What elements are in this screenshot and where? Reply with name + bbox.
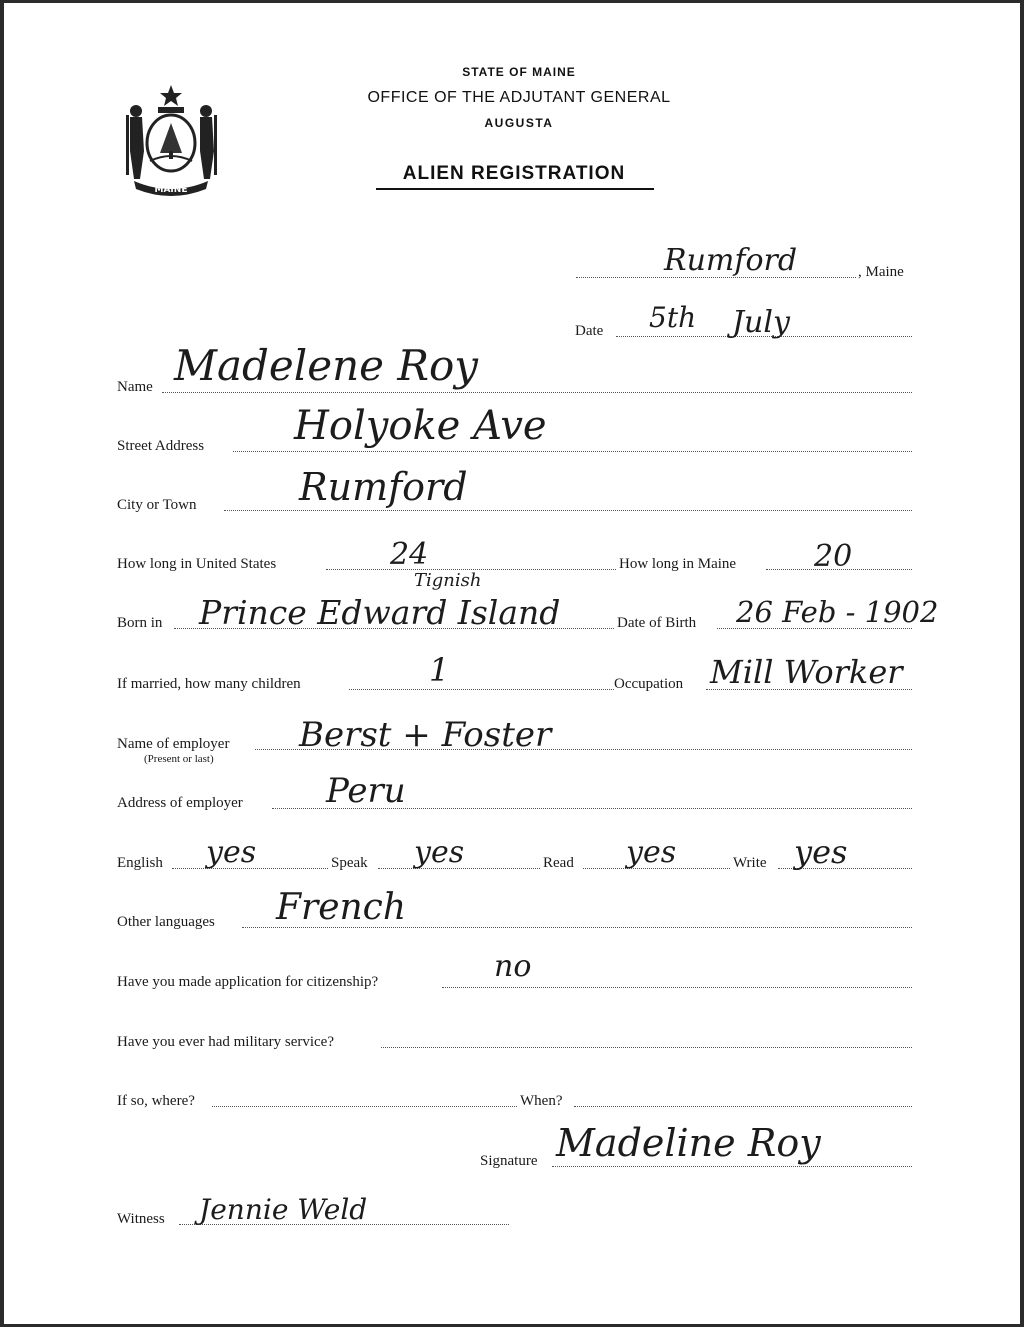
other-languages-value: French [276, 887, 407, 928]
write-label: Write [733, 855, 767, 871]
date-label: Date [575, 323, 604, 339]
witness-value: Jennie Weld [199, 1193, 368, 1226]
title-underline [376, 188, 654, 190]
form-title: ALIEN REGISTRATION [402, 163, 626, 184]
citizenship-label: Have you made application for citizenship? [117, 974, 379, 990]
svg-text:MAINE: MAINE [154, 185, 188, 195]
how-long-maine-label: How long in Maine [619, 556, 737, 572]
where-label: If so, where? [117, 1093, 195, 1109]
read-label: Read [543, 855, 574, 871]
maine-state-seal [120, 81, 222, 201]
military-line [381, 1047, 912, 1048]
how-long-maine-value: 20 [814, 539, 853, 574]
city-value: Rumford [299, 465, 468, 509]
write-value: yes [794, 833, 848, 871]
street-address-label: Street Address [117, 438, 205, 454]
employer-value: Berst + Foster [299, 715, 552, 755]
english-label: English [117, 855, 163, 871]
children-value: 1 [429, 651, 450, 689]
street-address-line [233, 451, 912, 452]
children-label: If married, how many children [117, 676, 301, 692]
office-heading: OFFICE OF THE ADJUTANT GENERAL [367, 89, 671, 106]
city-heading: AUGUSTA [484, 116, 554, 130]
military-label: Have you ever had military service? [117, 1034, 334, 1050]
read-value: yes [626, 835, 677, 870]
how-long-us-value: 24 [390, 537, 429, 572]
occupation-value: Mill Worker [710, 653, 903, 691]
name-value: Madelene Roy [174, 341, 478, 390]
date-of-birth-value: 26 Feb - 1902 [736, 595, 939, 629]
state-heading: STATE OF MAINE [462, 65, 576, 79]
born-in-value: Prince Edward Island [199, 593, 561, 632]
street-address-value: Holyoke Ave [294, 403, 547, 449]
registration-form [4, 3, 1020, 1324]
date-month-value: July [732, 305, 790, 340]
employer-label: Name of employer [117, 736, 230, 752]
citizenship-value: no [494, 949, 532, 984]
when-label: When? [520, 1093, 563, 1109]
maine-label: , Maine [858, 264, 904, 280]
name-line [162, 392, 912, 393]
speak-value: yes [414, 835, 465, 870]
children-line [349, 689, 614, 690]
town-value: Rumford [664, 243, 798, 278]
citizenship-line [442, 987, 912, 988]
employer-address-value: Peru [326, 771, 406, 811]
speak-label: Speak [331, 855, 368, 871]
name-label: Name [117, 379, 153, 395]
signature-value: Madeline Roy [556, 1121, 821, 1165]
date-of-birth-label: Date of Birth [617, 615, 697, 631]
city-line [224, 510, 912, 511]
signature-line [552, 1166, 912, 1167]
employer-address-label: Address of employer [117, 795, 243, 811]
city-label: City or Town [117, 497, 197, 513]
how-long-us-label: How long in United States [117, 556, 277, 572]
employer-note: (Present or last) [144, 753, 214, 765]
occupation-label: Occupation [614, 676, 684, 692]
other-languages-label: Other languages [117, 914, 215, 930]
when-line [574, 1106, 912, 1107]
signature-label: Signature [480, 1153, 538, 1169]
date-day-value: 5th [649, 301, 697, 334]
born-in-label: Born in [117, 615, 163, 631]
born-in-note-value: Tignish [414, 570, 482, 591]
english-value: yes [206, 835, 257, 870]
witness-label: Witness [117, 1211, 165, 1227]
where-line [212, 1106, 517, 1107]
